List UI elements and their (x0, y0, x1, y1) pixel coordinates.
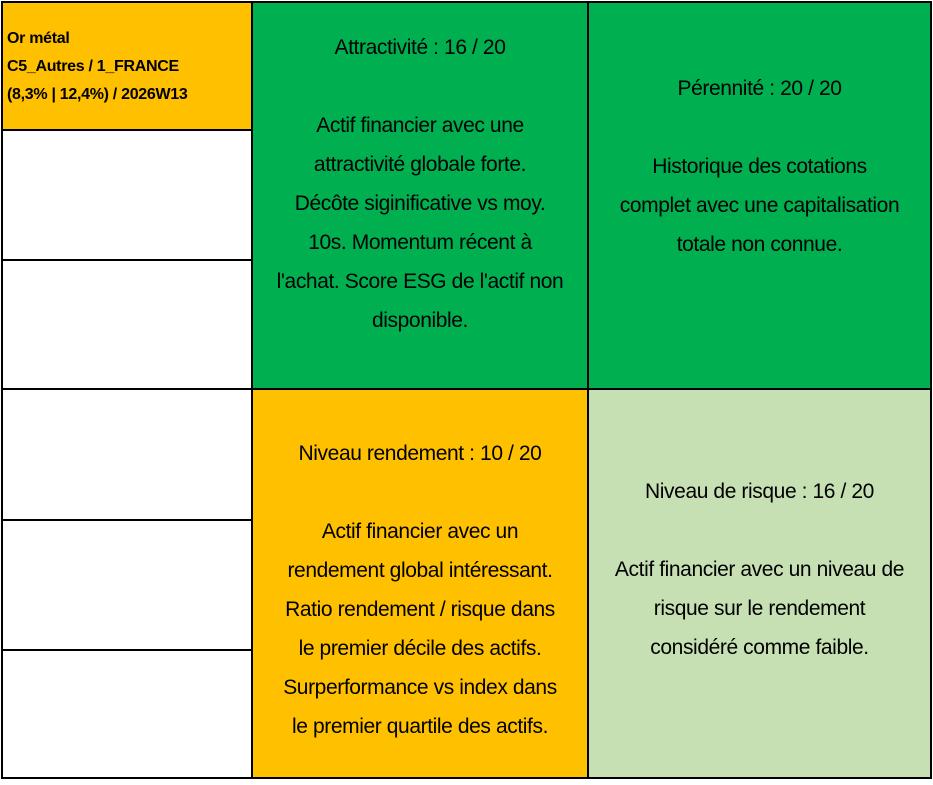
attractivite-line: l'achat. Score ESG de l'actif non (276, 269, 564, 293)
rendement-line: le premier décile des actifs. (298, 636, 542, 660)
rendement-line: Actif financier avec un (321, 519, 519, 543)
attractivite-line: attractivité globale forte. (313, 152, 527, 176)
perennite-line: Historique des cotations (652, 155, 867, 178)
empty-cell[interactable] (1, 649, 253, 779)
attractivite-title: Attractivité : 16 / 20 (334, 35, 506, 59)
perennite-title: Pérennité : 20 / 20 (677, 77, 842, 100)
asset-name: Or métal (7, 30, 70, 47)
empty-cell[interactable] (1, 129, 253, 261)
perennite-line: totale non connue. (676, 233, 843, 256)
asset-category: C5_Autres / 1_FRANCE (7, 58, 179, 75)
risque-cell[interactable] (587, 388, 932, 779)
empty-cell[interactable] (1, 519, 253, 651)
attractivite-line: Actif financier avec une (316, 113, 524, 137)
asset-stats-week: (8,3% | 12,4%) / 2026W13 (7, 86, 188, 103)
attractivite-line: Décôte siginificative vs moy. (294, 191, 546, 215)
rendement-title: Niveau rendement : 10 / 20 (298, 441, 542, 465)
attractivite-line: 10s. Momentum récent à (308, 230, 532, 254)
perennite-cell[interactable] (587, 1, 932, 390)
risque-title: Niveau de risque : 16 / 20 (645, 480, 874, 503)
rendement-cell[interactable] (251, 388, 589, 779)
empty-cell[interactable] (1, 388, 253, 521)
risque-line: considéré comme faible. (650, 636, 869, 659)
rendement-line: Ratio rendement / risque dans (285, 597, 555, 621)
rendement-line: rendement global intéressant. (287, 558, 553, 582)
attractivite-line: disponible. (371, 308, 468, 332)
perennite-line: complet avec une capitalisation (619, 194, 900, 217)
attractivite-cell[interactable] (251, 1, 589, 390)
risque-line: Actif financier avec un niveau de (614, 558, 905, 581)
rendement-line: Surperformance vs index dans (283, 675, 557, 699)
rendement-line: le premier quartile des actifs. (291, 714, 549, 738)
risque-line: risque sur le rendement (653, 597, 866, 620)
empty-cell[interactable] (1, 259, 253, 390)
asset-header-cell[interactable] (1, 1, 253, 131)
